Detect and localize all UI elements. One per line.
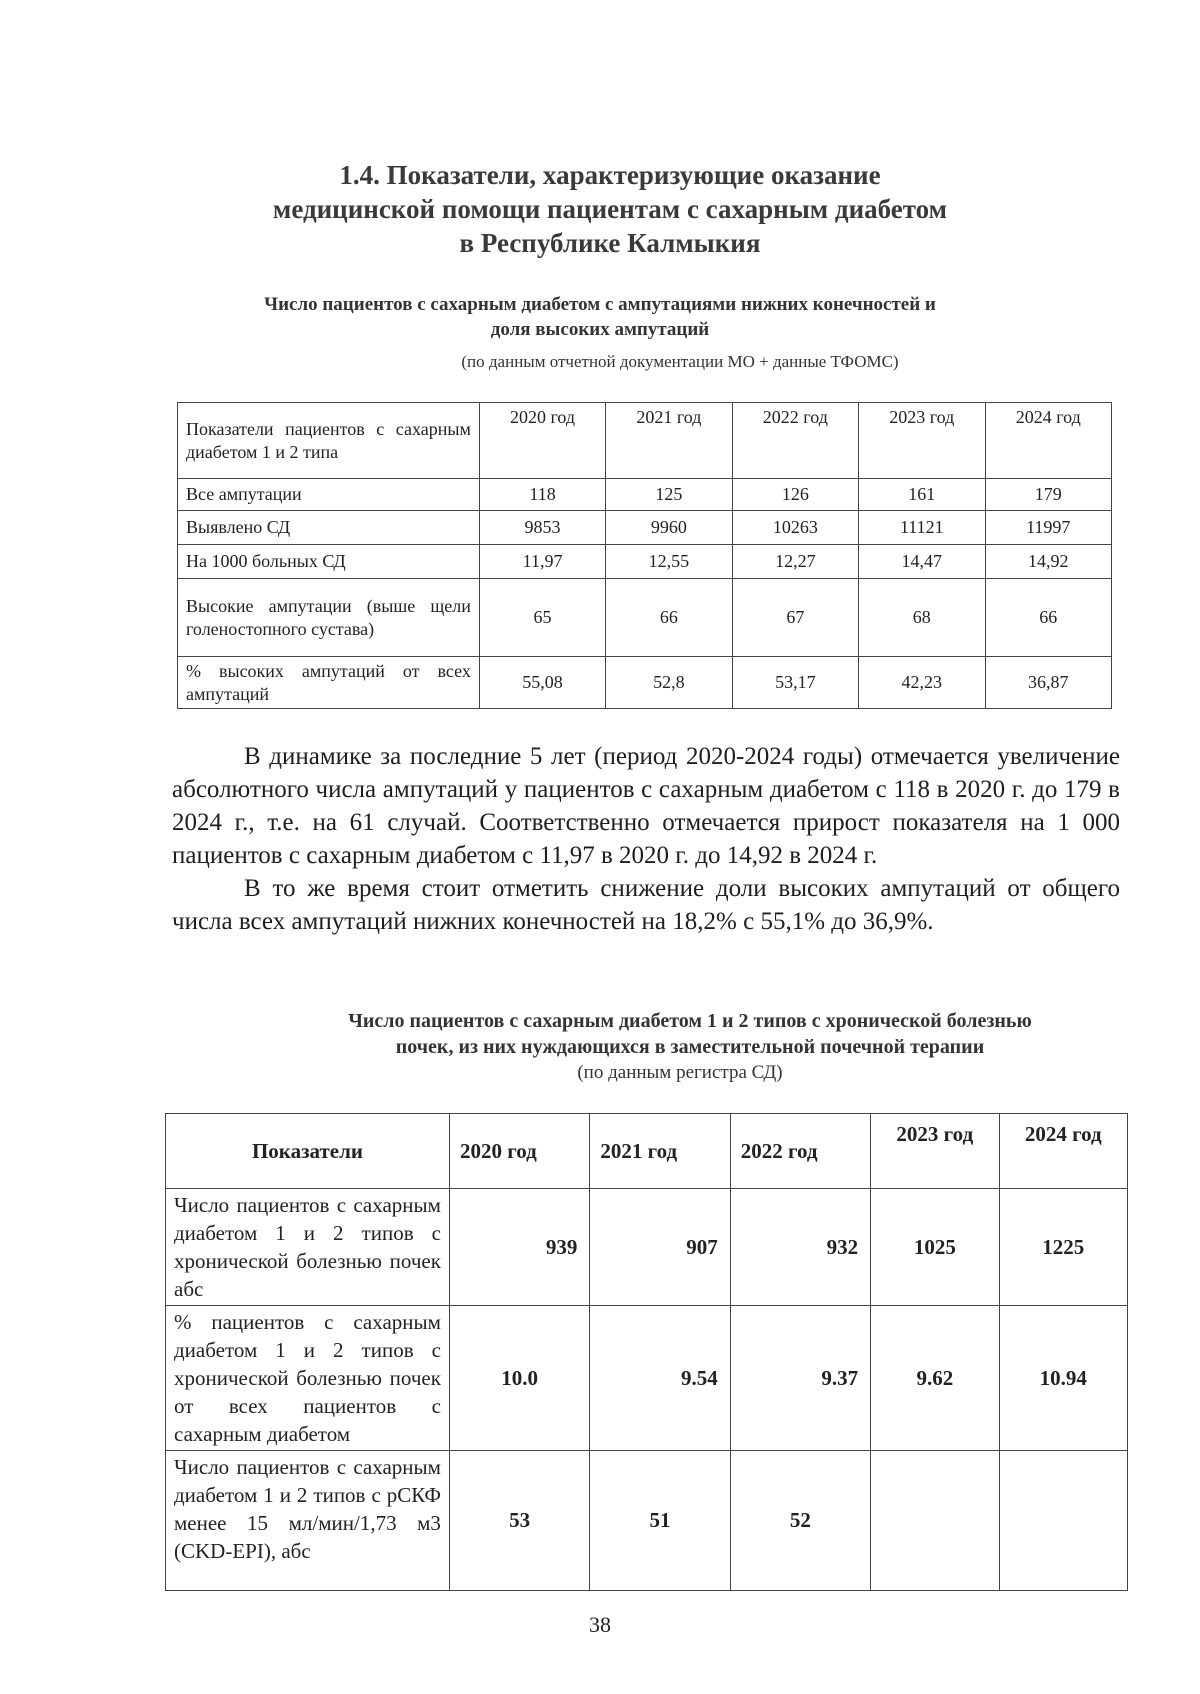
row-label: На 1000 больных СД [178, 545, 480, 579]
cell: 9.54 [590, 1306, 730, 1451]
row-label: % пациентов с сахарным диабетом 1 и 2 типов с хронической болезнью почек от всех пациентов с сахарным диабетом [166, 1306, 450, 1451]
cell: 9853 [479, 511, 605, 545]
section-title-line-2: медицинской помощи пациентам с сахарным диабетом [272, 194, 948, 224]
cell: 66 [606, 579, 732, 657]
table-header-year: 2022 год [732, 403, 858, 479]
cell: 125 [606, 479, 732, 511]
cell: 42,23 [859, 657, 985, 709]
cell: 118 [479, 479, 605, 511]
section-title-line-1: 1.4. Показатели, характеризующие оказание [339, 160, 881, 190]
table-header-label: Показатели пациентов с сахарным диабетом 1 и 2 типа [178, 403, 480, 479]
table-2-caption-line-2: почек, из них нуждающихся в заместительной почечной терапии [395, 1036, 985, 1058]
section-title-line-3: в Республике Калмыкия [459, 228, 761, 258]
row-label: Выявлено СД [178, 511, 480, 545]
cell: 12,27 [732, 545, 858, 579]
table-2-caption-line-1: Число пациентов с сахарным диабетом 1 и 2 типов с хронической болезнью [348, 1010, 1032, 1032]
cell: 14,92 [985, 545, 1112, 579]
cell: 53 [449, 1451, 589, 1591]
table-header-year: 2020 год [479, 403, 605, 479]
cell: 126 [732, 479, 858, 511]
table-row [178, 403, 1112, 479]
cell: 36,87 [985, 657, 1112, 709]
row-label: Высокие ампутации (выше щели голеностопного сустава) [178, 579, 480, 657]
cell: 1225 [999, 1189, 1127, 1306]
table-row [166, 1189, 1128, 1306]
cell: 53,17 [732, 657, 858, 709]
table-header-label: Показатели [166, 1114, 450, 1189]
table-1-source: (по данным отчетной документации МО + данные ТФОМС) [461, 352, 899, 371]
cell: 52,8 [606, 657, 732, 709]
cell: 11,97 [479, 545, 605, 579]
table-header-year: 2023 год [859, 403, 985, 479]
table-header-year: 2024 год [985, 403, 1112, 479]
table-row [166, 1114, 1128, 1189]
cell: 55,08 [479, 657, 605, 709]
table-1-caption-line-1: Число пациентов с сахарным диабетом с ампутациями нижних конечностей и [264, 294, 936, 315]
cell: 10263 [732, 511, 858, 545]
table-row [166, 1306, 1128, 1451]
cell: 65 [479, 579, 605, 657]
table-row [178, 579, 1112, 657]
table-row [178, 657, 1112, 709]
row-label: Все ампутации [178, 479, 480, 511]
table-header-year: 2022 год [730, 1114, 870, 1189]
paragraph: В то же время стоит отметить снижение доли высоких ампутаций от общего числа всех ампутаций нижних конечностей на 18,2% с 55,1% до 36,9%. [172, 875, 1120, 935]
cell: 9.37 [730, 1306, 870, 1451]
table-row [178, 479, 1112, 511]
table-header-year: 2021 год [606, 403, 732, 479]
table-1-caption [150, 292, 1050, 342]
cell: 14,47 [859, 545, 985, 579]
table-row [178, 511, 1112, 545]
cell [871, 1451, 999, 1591]
cell: 12,55 [606, 545, 732, 579]
cell: 67 [732, 579, 858, 657]
table-1-caption-line-2: доля высоких ампутаций [490, 319, 710, 340]
section-title [0, 158, 1200, 260]
cell: 11121 [859, 511, 985, 545]
cell: 10.94 [999, 1306, 1127, 1451]
cell: 9.62 [871, 1306, 999, 1451]
table-header-year: 2023 год [871, 1114, 999, 1189]
table-row [178, 545, 1112, 579]
table-header-year: 2024 год [999, 1114, 1127, 1189]
amputations-table [177, 402, 1112, 709]
table-header-year: 2020 год [449, 1114, 589, 1189]
cell: 939 [449, 1189, 589, 1306]
cell: 68 [859, 579, 985, 657]
table-row [166, 1451, 1128, 1591]
row-label: % высоких ампутаций от всех ампутаций [178, 657, 480, 709]
table-2-caption [250, 1008, 1130, 1060]
cell: 11997 [985, 511, 1112, 545]
cell: 907 [590, 1189, 730, 1306]
table-header-year: 2021 год [590, 1114, 730, 1189]
page-number: 38 [589, 1612, 611, 1637]
cell: 161 [859, 479, 985, 511]
row-label: Число пациентов с сахарным диабетом 1 и 2 типов с хронической болезнью почек абс [166, 1189, 450, 1306]
cell: 52 [730, 1451, 870, 1591]
cell: 9960 [606, 511, 732, 545]
row-label: Число пациентов с сахарным диабетом 1 и 2 типов с рСКФ менее 15 мл/мин/1,73 м3 (CKD-EPI), абс [166, 1451, 450, 1591]
cell: 66 [985, 579, 1112, 657]
cell: 51 [590, 1451, 730, 1591]
table-2-source: (по данным регистра СД) [577, 1062, 783, 1083]
cell [999, 1451, 1127, 1591]
cell: 10.0 [449, 1306, 589, 1451]
cell: 932 [730, 1189, 870, 1306]
cell: 179 [985, 479, 1112, 511]
kidney-disease-table [165, 1113, 1128, 1591]
body-text [172, 740, 1120, 938]
paragraph: В динамике за последние 5 лет (период 2020-2024 годы) отмечается увеличение абсолютного числа ампутаций у пациентов с сахарным диабетом с 118 в 2020 г. до 179 в 2024 г., т.е. на 61 случай. Соответственно отмечается прирост показателя на 1 000 пациентов с сахарным диабетом с 11,97 в 2020 г. до 14,92 в 2024 г. [172, 743, 1120, 869]
cell: 1025 [871, 1189, 999, 1306]
